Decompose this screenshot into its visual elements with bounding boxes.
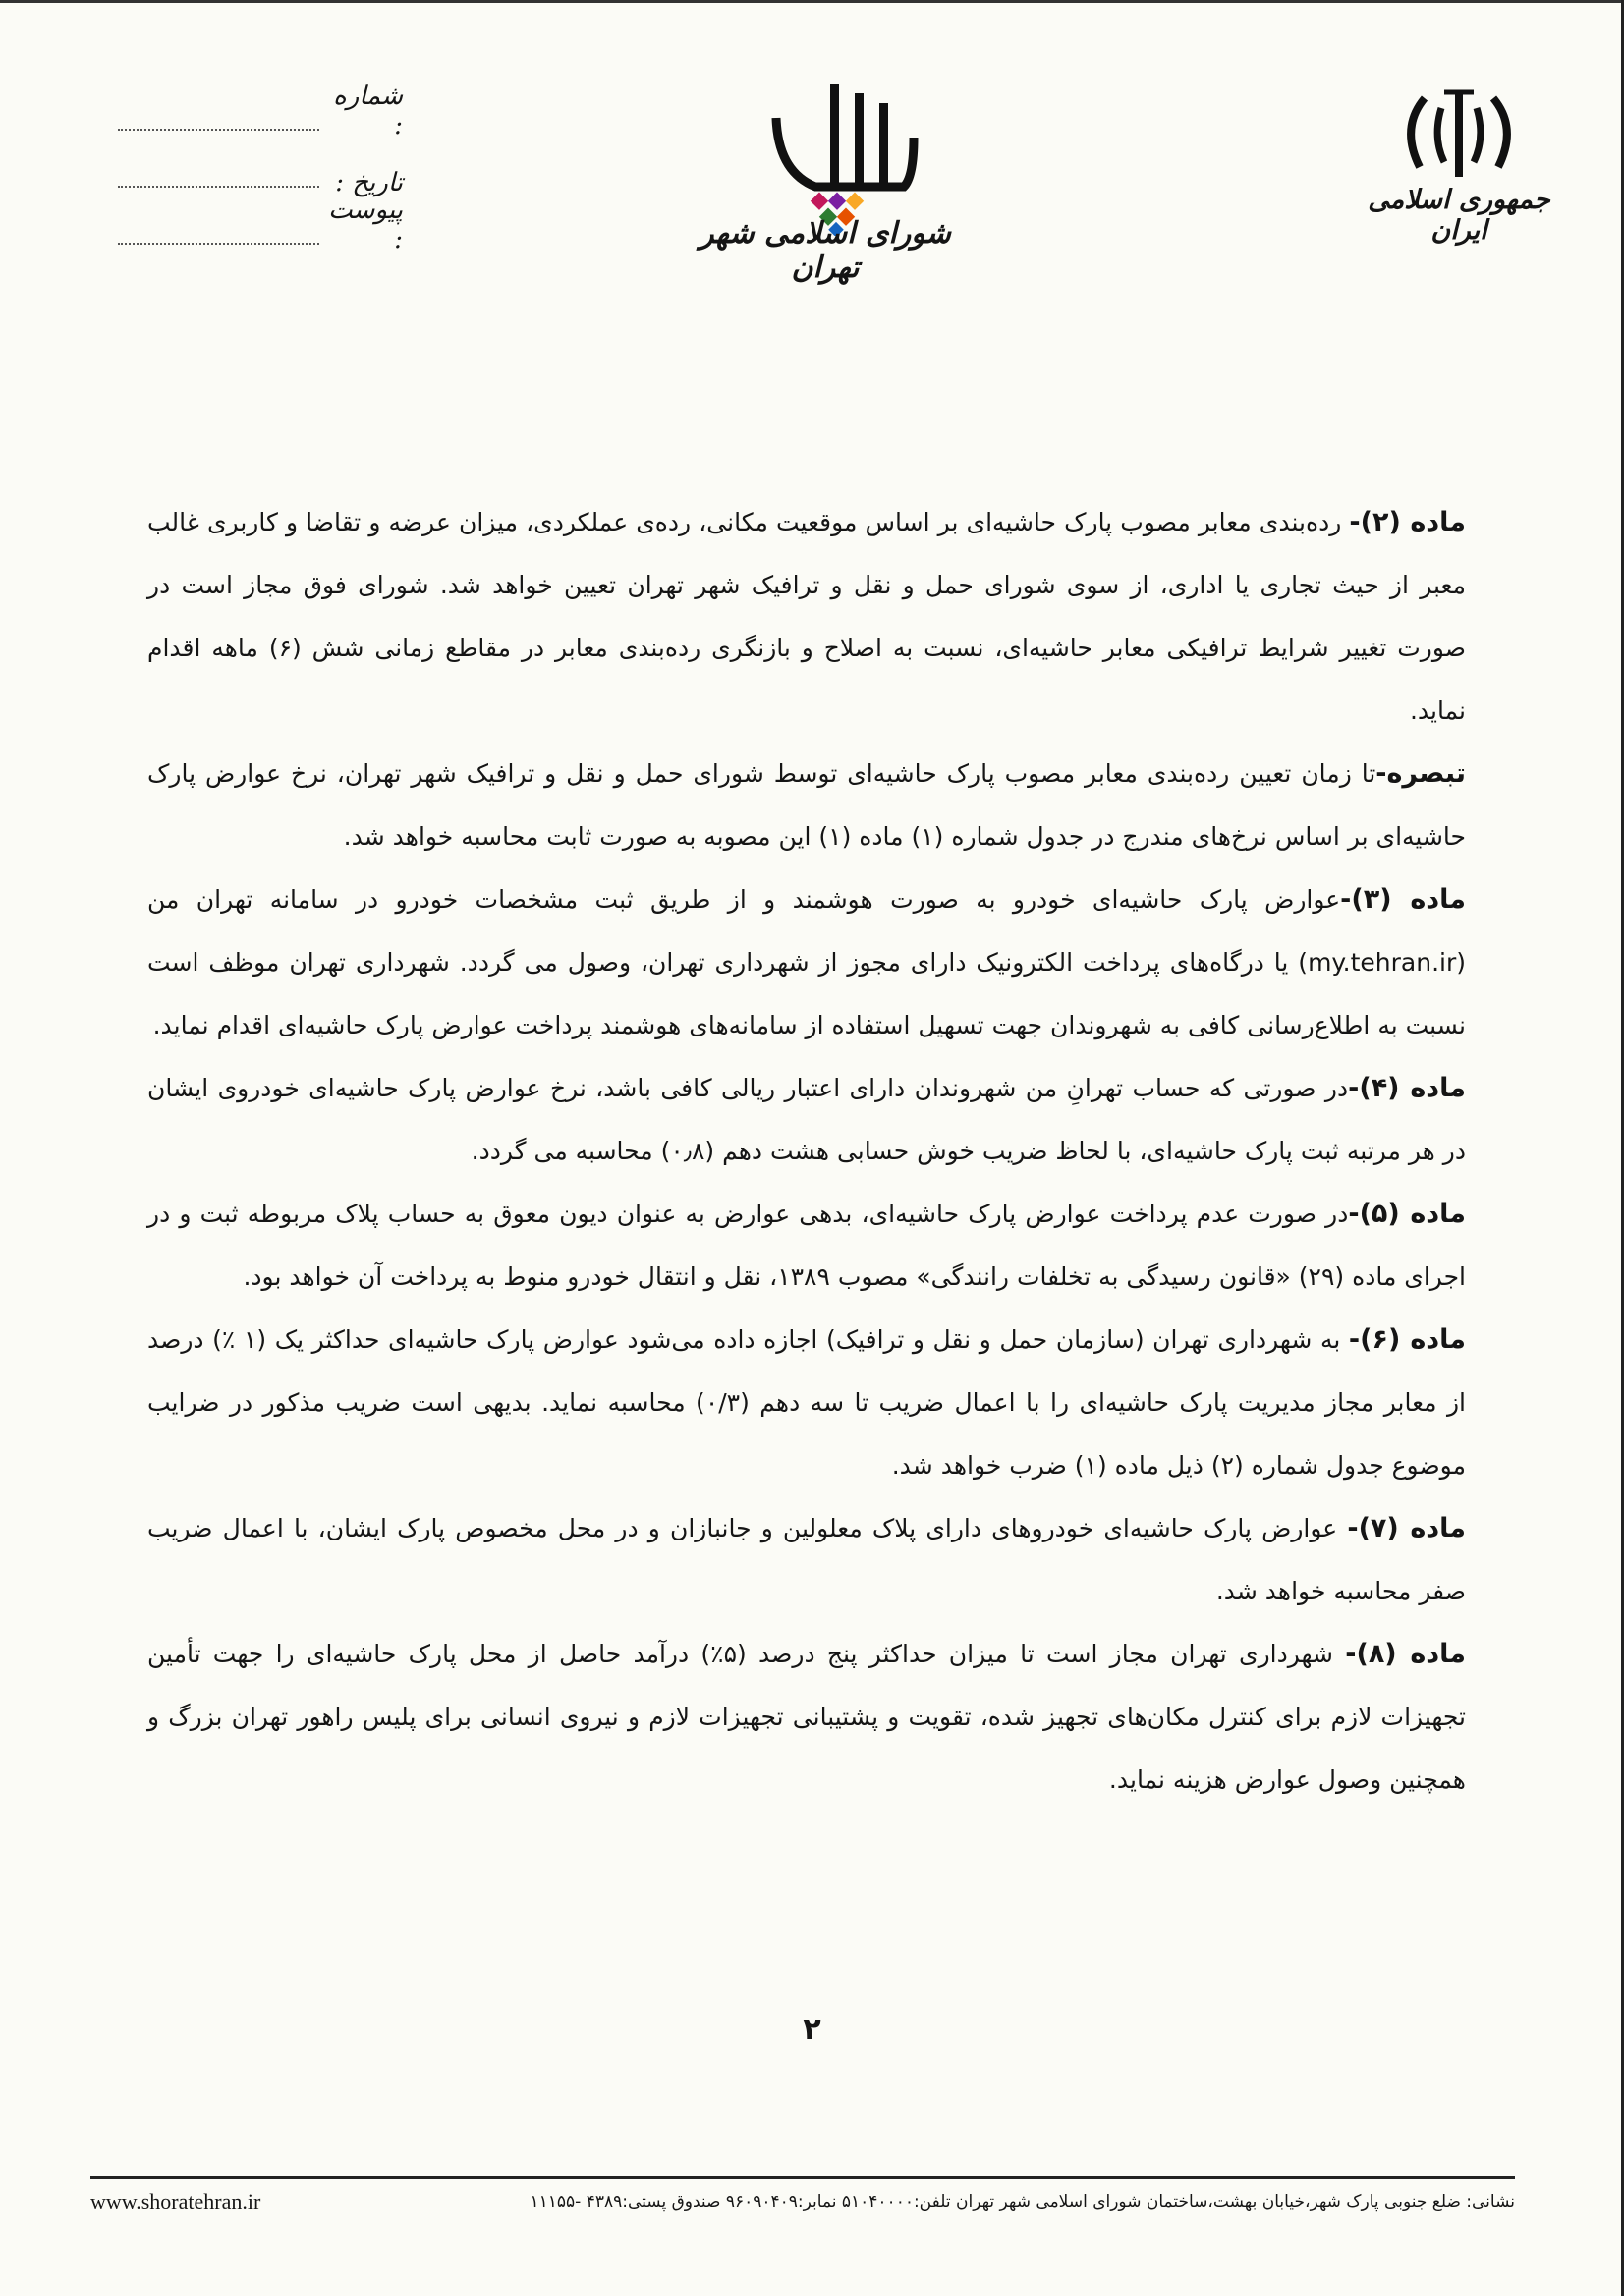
document-body (147, 491, 1466, 1812)
note-paragraph: تبصره-تا زمان تعیین رده‌بندی معابر مصوب پارک حاشیه‌ای توسط شورای حمل و نقل و ترافیک شهر تهران، نرخ عوارض پارک حاشیه‌ای بر اساس نرخ‌های مندرج در جدول شماره (۱) ماده (۱) این مصوبه به صورت ثابت محاسبه خواهد شد. (147, 758, 1466, 851)
footer-address: نشانی: ضلع جنوبی پارک شهر،خیابان بهشت،ساختمان شورای اسلامی شهر تهران تلفن:۵۱۰۴۰۰۰۰ نمابر:۹۶۰۹۰۴۰۹ صندوق پستی:۴۳۸۹ -۱۱۱۵۵ (530, 2192, 1515, 2212)
article-2: ماده (۲)- رده‌بندی معابر مصوب پارک حاشیه‌ای بر اساس موقعیت مکانی، رده‌ی عملکردی، میزان عرضه و تقاضا و کاربری غالب معبر از حیث تجاری یا اداری، از سوی شورای حمل و نقل و ترافیک شهر تهران تعیین خواهد شد. شورای فوق مجاز است در صورت تغییر شرایط ترافیکی معابر حاشیه‌ای، نسبت به اصلاح و بازنگری رده‌بندی معابر در مقاطع زمانی شش (۶) ماهه اقدام نماید. (147, 507, 1467, 725)
page-number: ۲ (803, 2012, 821, 2046)
footer-divider (90, 2176, 1515, 2179)
tehran-council-logo: شورای اسلامی شهر تهران (668, 79, 982, 285)
footer-website: www.shoratehran.ir (90, 2189, 261, 2213)
scan-edge-top (0, 0, 1624, 3)
article-4: ماده (۴)-در صورتی که حساب تهرانِ من شهروندان دارای اعتبار ریالی کافی باشد، نرخ عوارض پارک حاشیه‌ای خودروی ایشان در هر مرتبه ثبت پارک حاشیه‌ای، با لحاظ ضریب خوش حسابی هشت دهم (۰٫۸) محاسبه می گردد. (147, 1073, 1467, 1165)
meta-date: تاریخ : (108, 140, 403, 197)
article-5: ماده (۵)-در صورت عدم پرداخت عوارض پارک حاشیه‌ای، بدهی عوارض به عنوان دیون معوق به حساب پلاک مربوطه ثبت و در اجرای ماده (۲۹) «قانون رسیدگی به تخلفات رانندگی» مصوب ۱۳۸۹، نقل و انتقال خودرو منوط به پرداخت آن خواهد بود. (147, 1199, 1466, 1291)
meta-attachment: پیوست : (108, 197, 403, 254)
article-8: ماده (۸)- شهرداری تهران مجاز است تا میزان حداکثر پنج درصد (۵٪) درآمد حاصل از محل پارک حاشیه‌ای را جهت تأمین تجهیزات لازم برای کنترل مکان‌های تجهیز شده، تقویت و پشتیبانی تجهیزات لازم و نیروی انسانی برای پلیس راهور تهران بزرگ و همچنین وصول عوارض هزینه نماید. (147, 1639, 1467, 1794)
article-3: ماده (۳)-عوارض پارک حاشیه‌ای خودرو به صورت هوشمند و از طریق ثبت مشخصات خودرو در سامانه تهران من (my.tehran.ir) یا درگاه‌های پرداخت الکترونیک دارای مجوز از شهرداری تهران، وصول می گردد. شهرداری تهران موظف است نسبت به اطلاع‌رسانی کافی به شهروندان جهت تسهیل استفاده از سامانه‌های هوشمند پرداخت عوارض پارک حاشیه‌ای اقدام نماید. (147, 884, 1466, 1039)
footer (90, 2189, 1515, 2214)
article-6: ماده (۶)- به شهرداری تهران (سازمان حمل و نقل و ترافیک) اجازه داده می‌شود عوارض پارک حاشیه‌ای حداکثر یک (۱ ٪) درصد از معابر مجاز مدیریت پارک حاشیه‌ای را با اعمال ضریب تا سه دهم (۰/۳) محاسبه نماید. بدیهی است ضریب مذکور در ضرایب موضوع جدول شماره (۲) ذیل ماده (۱) ضرب خواهد شد. (147, 1324, 1466, 1480)
iran-emblem-icon (1346, 79, 1572, 196)
article-7: ماده (۷)- عوارض پارک حاشیه‌ای خودروهای دارای پلاک معلولین و جانبازان و در محل مخصوص پارک ایشان، با اعمال ضریب صفر محاسبه خواهد شد. (147, 1513, 1467, 1605)
council-emblem-icon (668, 79, 982, 236)
letter-meta (108, 84, 403, 254)
iran-emblem-logo: جمهوری اسلامی ایران (1346, 79, 1572, 246)
meta-number: شماره : (108, 84, 403, 140)
